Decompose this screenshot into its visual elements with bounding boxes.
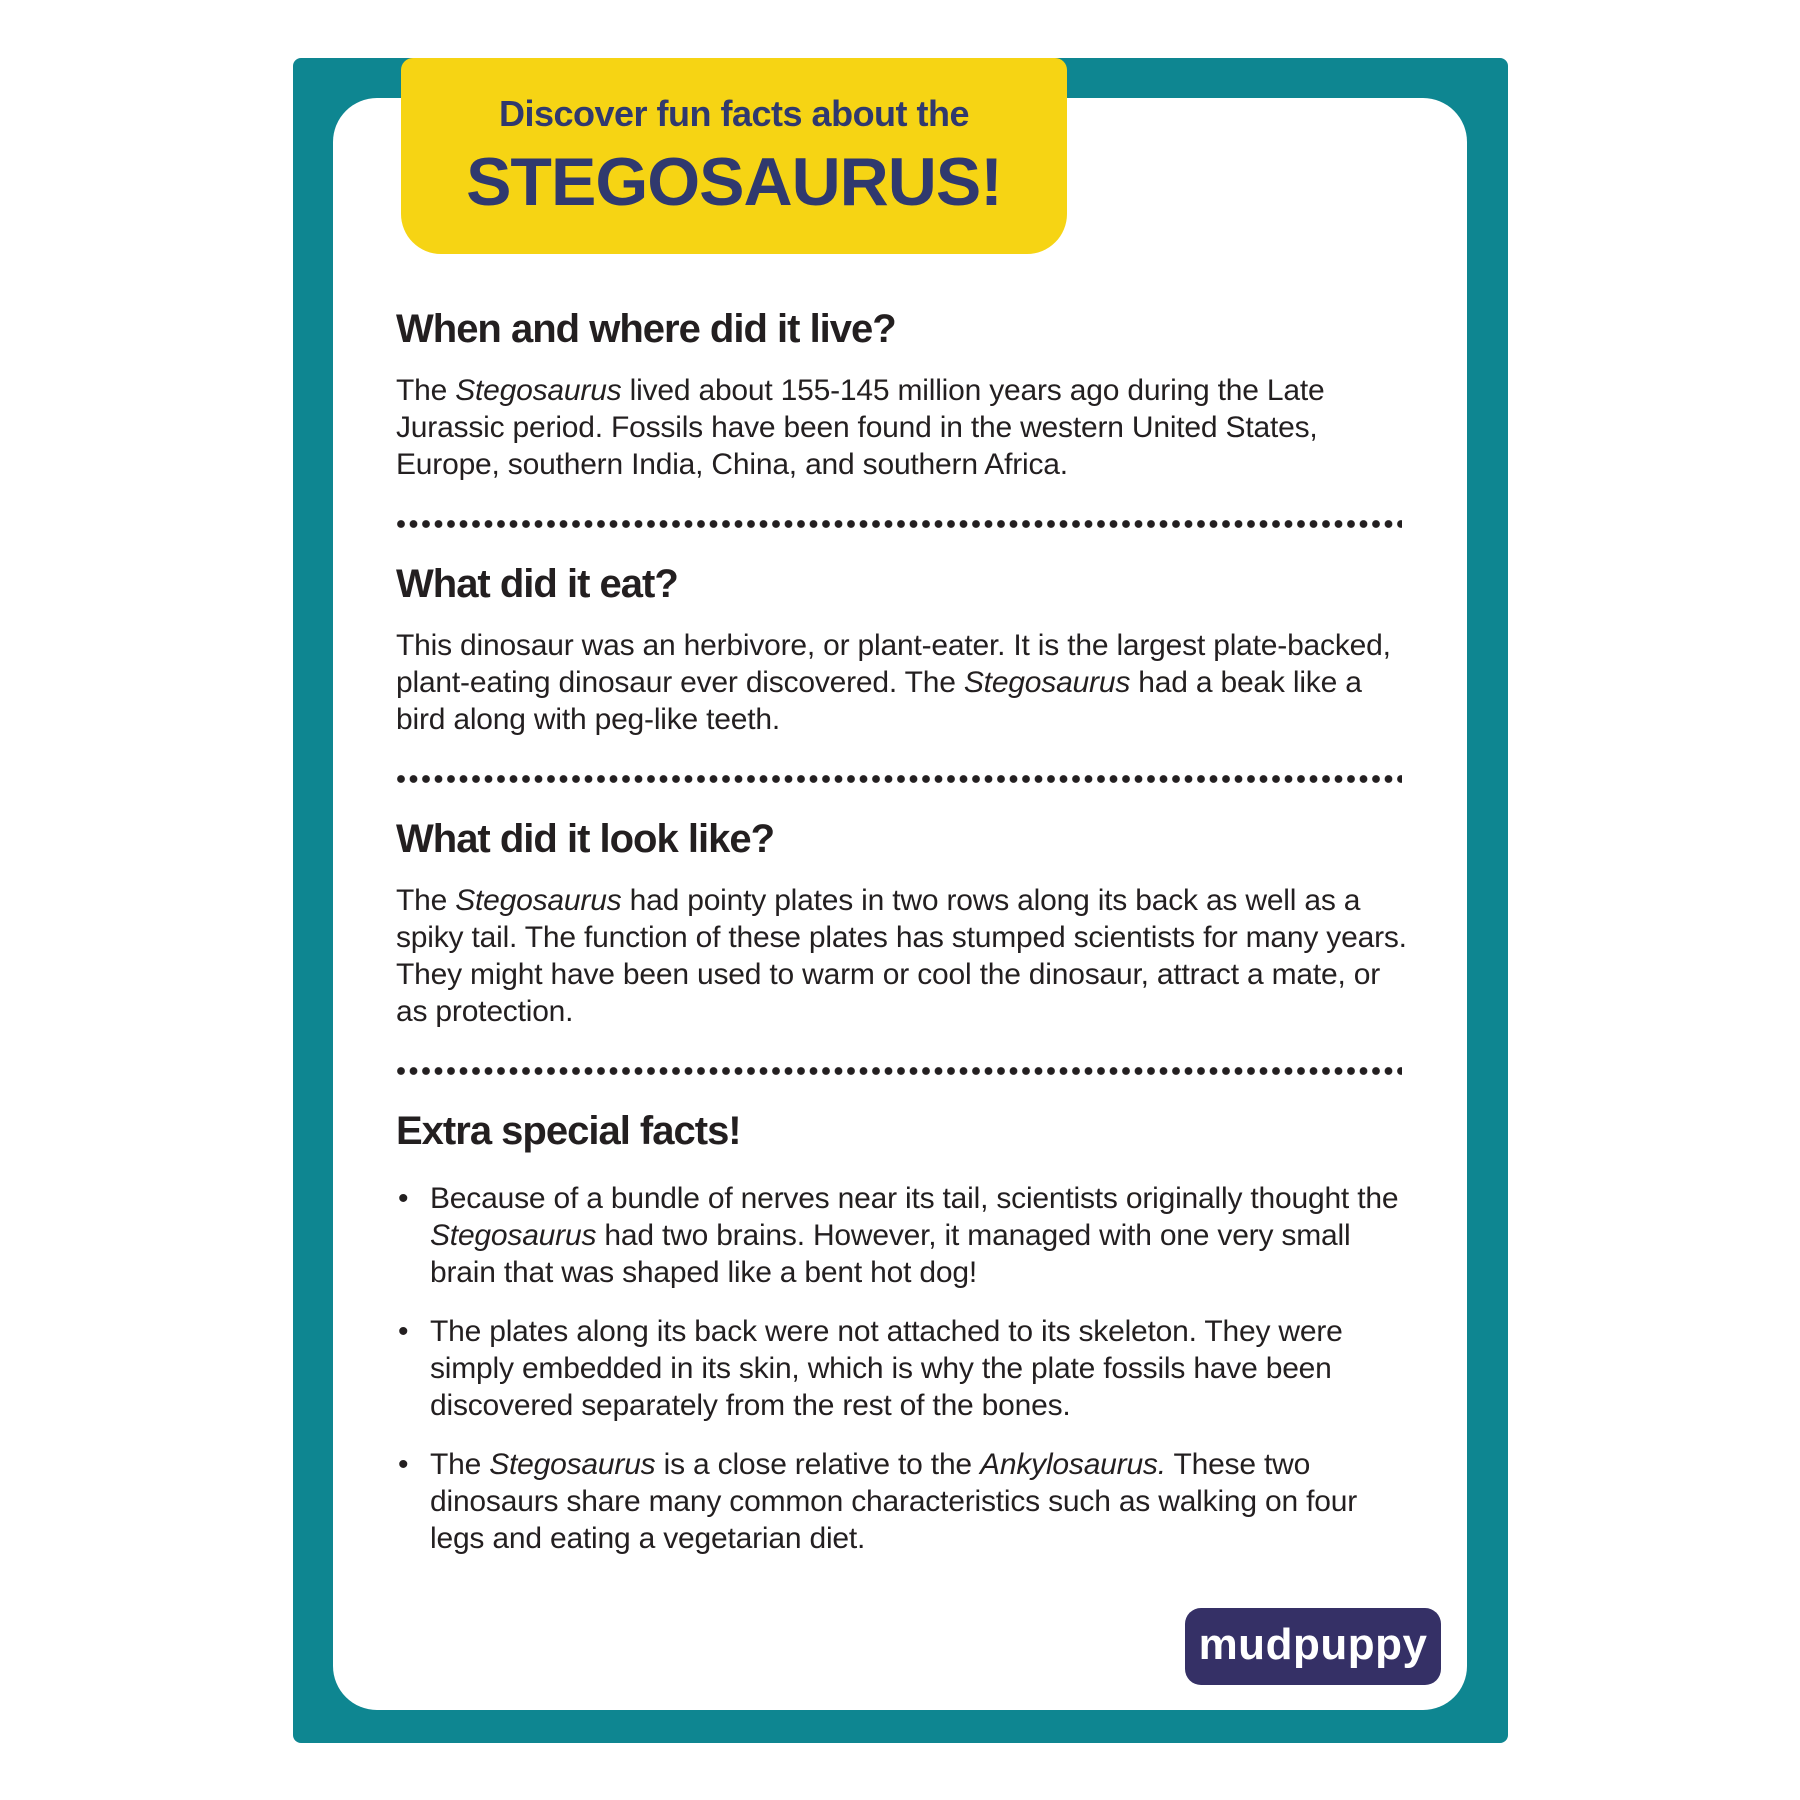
section-extra-special-facts <box>396 1108 1416 1557</box>
section-paragraph: The Stegosaurus lived about 155-145 million years ago during the Late Jurassic period. Fossils have been found in the western United States, Europe, southern India, China, and southern Africa. <box>396 374 1325 481</box>
section-what-did-it-eat <box>396 561 1416 738</box>
fact-item: • Because of a bundle of nerves near its tail, scientists originally thought the Stegosaurus had two brains. However, it managed with one very small brain that was shaped like a bent hot dog! <box>396 1180 1416 1291</box>
dotted-divider <box>396 774 1402 784</box>
fact-item: • The plates along its back were not attached to its skeleton. They were simply embedded in its skin, which is why the plate fossils have been discovered separately from the rest of the bones. <box>396 1313 1416 1424</box>
dotted-divider <box>396 1066 1402 1076</box>
section-heading: Extra special facts! <box>396 1109 741 1153</box>
section-heading: What did it eat? <box>396 562 678 606</box>
header-title: STEGOSAURUS! <box>466 144 1002 220</box>
mudpuppy-logo <box>1185 1608 1441 1685</box>
card-content <box>396 306 1416 1579</box>
section-what-did-it-look-like <box>396 816 1416 1030</box>
section-heading: When and where did it live? <box>396 307 896 351</box>
header-banner <box>401 58 1067 254</box>
section-paragraph: The Stegosaurus had pointy plates in two rows along its back as well as a spiky tail. The function of these plates has stumped scientists for many years. They might have been used to warm or cool the dinosaur, attract a mate, or as protection. <box>396 884 1407 1028</box>
section-when-and-where <box>396 306 1416 483</box>
header-eyebrow: Discover fun facts about the <box>498 93 970 134</box>
fact-item: • The Stegosaurus is a close relative to the Ankylosaurus. These two dinosaurs share many common characteristics such as walking on four legs and eating a vegetarian diet. <box>396 1446 1416 1557</box>
section-paragraph: This dinosaur was an herbivore, or plant-eater. It is the largest plate-backed, plant-eating dinosaur ever discovered. The Stegosaurus had a beak like a bird along with peg-like teeth. <box>396 629 1391 736</box>
logo-text: mudpuppy <box>1198 1619 1428 1669</box>
facts-list <box>396 1180 1416 1557</box>
dotted-divider <box>396 519 1402 529</box>
section-heading: What did it look like? <box>396 817 774 861</box>
